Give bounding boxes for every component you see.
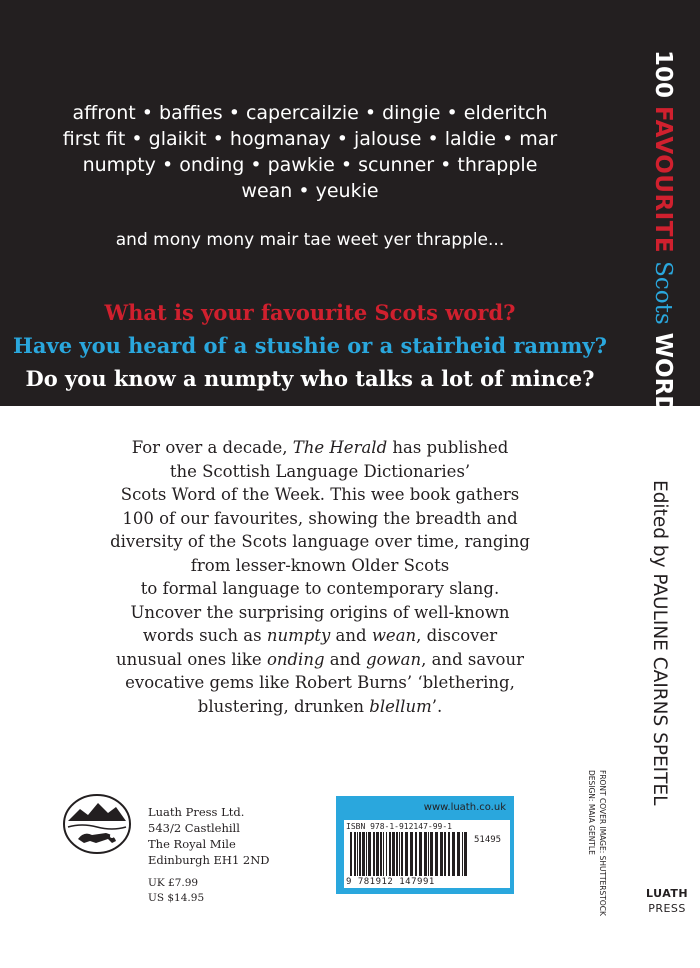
- blurb-line: from lesser-known Older Scots: [190, 555, 450, 575]
- price-code: 51495: [474, 835, 502, 845]
- blurb-line: words such as numpty and wean, discover: [142, 626, 498, 645]
- word-line: wean • yeukie: [241, 180, 379, 202]
- barcode-bar: [419, 832, 422, 876]
- blurb-italic-word: gowan: [366, 649, 422, 669]
- blurb-italic-word: numpty: [266, 626, 331, 645]
- barcode-bar: [452, 832, 455, 876]
- barcode-area: [344, 820, 510, 888]
- tagline: and mony mony mair tae weet yer thrapple...: [115, 230, 505, 250]
- blurb-line: For over a decade, The Herald has published: [131, 438, 509, 457]
- barcode-panel: [336, 796, 514, 894]
- question-stushie: Have you heard of a stushie or a stairheid rammy?: [13, 333, 607, 358]
- credit-line: DESIGN: MAIA GENTLE: [587, 770, 596, 855]
- barcode-bar: [380, 832, 382, 876]
- word-line: affront • baffies • capercailzie • dingie • elderitch: [72, 102, 548, 124]
- barcode-bar: [357, 832, 358, 876]
- barcode-bar: [444, 832, 446, 876]
- publisher-logo-bottom: PRESS: [648, 902, 686, 915]
- barcode-bar: [464, 832, 467, 876]
- barcode-bar: [392, 832, 395, 876]
- question-favourite: What is your favourite Scots word?: [104, 300, 516, 325]
- barcode-bar: [424, 832, 427, 876]
- barcode-bar: [410, 832, 413, 876]
- barcode-bar: [373, 832, 375, 876]
- blurb-line: the Scottish Language Dictionaries’: [169, 461, 471, 481]
- barcode-bar: [350, 832, 352, 876]
- barcode-bar: [359, 832, 361, 876]
- isbn-text: ISBN 978-1-912147-99-1: [346, 822, 452, 831]
- word-line: numpty • onding • pawkie • scunner • thrapple: [82, 154, 538, 176]
- spine-title-scots: Scots: [650, 261, 676, 325]
- barcode-bar: [396, 832, 398, 876]
- barcode-bar: [354, 832, 356, 876]
- price-us: US $14.95: [148, 892, 205, 904]
- price-uk: UK £7.99: [148, 877, 199, 889]
- blurb-line: 100 of our favourites, showing the breadth and: [122, 508, 518, 528]
- featured-words: [0, 100, 620, 204]
- barcode-bar: [415, 832, 417, 876]
- barcode-bar: [401, 832, 403, 876]
- publisher-address: [148, 804, 270, 868]
- blurb-line: blustering, drunken blellum’.: [197, 696, 443, 716]
- barcode-bar: [462, 832, 463, 876]
- barcode-bar: [440, 832, 443, 876]
- barcode-bar: [428, 832, 429, 876]
- barcode-bar: [362, 832, 365, 876]
- barcode-bar: [383, 832, 384, 876]
- blurb-italic-word: The Herald: [292, 438, 388, 457]
- barcode-bar: [366, 832, 367, 876]
- spine-title-number: 100: [650, 50, 676, 99]
- credit-line: FRONT COVER IMAGE: SHUTTERSTOCK: [598, 770, 607, 916]
- blurb-italic-word: blellum: [369, 696, 432, 716]
- blurb-line: diversity of the Scots language over time, ranging: [110, 532, 530, 551]
- image-credits: [572, 770, 608, 916]
- blurb-line: Uncover the surprising origins of well-known: [130, 602, 510, 622]
- cover-dark-panel: [0, 0, 700, 406]
- barcode-bar: [405, 832, 408, 876]
- barcode-bar: [389, 832, 391, 876]
- question-numpty: Do you know a numpty who talks a lot of mince?: [25, 366, 595, 391]
- blurb-line: Scots Word of the Week. This wee book gathers: [120, 485, 520, 504]
- barcode-bars: [350, 832, 470, 876]
- barcode-bar: [399, 832, 400, 876]
- address-line: Edinburgh EH1 2ND: [148, 853, 270, 867]
- barcode-bar: [368, 832, 371, 876]
- address-line: Luath Press Ltd.: [148, 805, 245, 819]
- barcode-bar: [386, 832, 387, 876]
- address-line: The Royal Mile: [148, 837, 236, 851]
- spine-title: [643, 50, 683, 431]
- luath-logo: [62, 793, 132, 855]
- blurb-italic-word: wean: [371, 626, 417, 645]
- publisher-logo-top: LUATH: [646, 887, 689, 900]
- spine-title-words: WORDS: [650, 332, 676, 431]
- barcode-bar: [435, 832, 438, 876]
- barcode-bar: [448, 832, 450, 876]
- prices: [148, 876, 204, 906]
- barcode-bar: [376, 832, 379, 876]
- word-line: first fit • glaikit • hogmanay • jalouse • laldie • mar: [62, 128, 558, 150]
- editor-credit-text: Edited by PAULINE CAIRNS SPEITEL: [649, 480, 671, 806]
- blurb-italic-word: onding: [266, 649, 325, 669]
- barcode-bar: [430, 832, 433, 876]
- blurb-line: unusual ones like onding and gowan, and savour: [116, 649, 524, 669]
- blurb-line: to formal language to contemporary slang.: [140, 579, 500, 598]
- back-cover-blurb: [110, 436, 530, 718]
- blurb-line: evocative gems like Robert Burns’ ‘blethering,: [125, 673, 515, 692]
- barcode-number: 9 781912 147991: [346, 877, 435, 887]
- publisher-url: www.luath.co.uk: [423, 802, 506, 813]
- spine-title-favourite: FAVOURITE: [650, 106, 676, 254]
- publisher-logo-text: [646, 886, 688, 916]
- editor-credit: [640, 480, 680, 806]
- address-line: 543/2 Castlehill: [148, 821, 240, 835]
- barcode-bar: [457, 832, 460, 876]
